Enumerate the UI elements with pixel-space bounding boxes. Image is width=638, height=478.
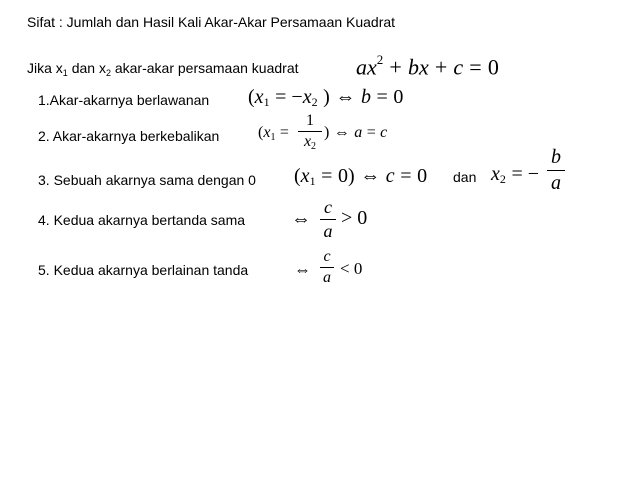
equals: = <box>376 86 388 108</box>
equals-minus: = − <box>275 86 303 108</box>
eq-c: c <box>453 54 464 80</box>
equals: = <box>321 165 333 187</box>
iff-icon: ⇔ <box>335 86 356 108</box>
x1: x <box>300 165 310 187</box>
item-2-formula-right <box>324 124 387 142</box>
item-1-formula <box>248 86 403 110</box>
eq-zero: 0 <box>487 54 499 80</box>
iff-icon: ⇔ <box>333 124 350 141</box>
zero: 0 <box>393 86 404 108</box>
fraction-bar <box>320 267 334 268</box>
var-c: c <box>385 165 395 187</box>
fraction-denominator: a <box>551 172 561 194</box>
item-5-label: 5. Kedua akarnya berlainan tanda <box>38 262 249 278</box>
zero: 0 <box>337 165 348 187</box>
var-c: c <box>380 124 388 141</box>
equals: = <box>400 165 412 187</box>
x1: x <box>254 86 264 108</box>
x1-sub: 1 <box>263 95 270 109</box>
iff-icon: ⇔ <box>360 165 381 187</box>
fraction-denominator <box>298 133 322 152</box>
fraction-bar <box>547 170 565 171</box>
x2-sub: 2 <box>499 172 506 186</box>
x2: x <box>302 86 312 108</box>
item-2-formula-left <box>258 124 289 143</box>
eq-plus2: + <box>434 54 448 80</box>
x1-sub: 1 <box>270 132 276 143</box>
page-title: Sifat : Jumlah dan Hasil Kali Akar-Akar Persamaan Kuadrat <box>27 14 396 30</box>
item-2-label: 2. Akar-akarnya berkebalikan <box>38 128 220 144</box>
item-3-dan: dan <box>453 169 477 185</box>
item-5-relation: < 0 <box>340 259 363 278</box>
eq-equals: = <box>469 54 482 80</box>
var-a: a <box>354 124 363 141</box>
equals: = <box>279 124 289 141</box>
eq-ax: ax <box>356 54 377 80</box>
equals-minus: = − <box>511 163 540 185</box>
fraction-denominator: a <box>323 221 333 241</box>
item-3-formula <box>294 165 427 189</box>
eq-exp: 2 <box>376 52 384 67</box>
paren-close: ) <box>324 124 330 141</box>
intro-dan: dan x <box>67 60 106 76</box>
fraction-numerator: 1 <box>306 112 314 129</box>
den-x: x <box>303 133 312 150</box>
intro-x1-sub: 1 <box>62 68 68 78</box>
den-sub: 2 <box>311 141 317 152</box>
intro-x2-sub: 2 <box>105 68 111 78</box>
equals: = <box>366 124 376 141</box>
eq-bx: bx <box>407 54 429 80</box>
fraction-bar <box>298 131 322 132</box>
fraction-numerator: b <box>551 146 561 168</box>
iff-icon: ⇔ <box>294 260 311 279</box>
paren-open: ( <box>258 124 264 141</box>
item-4-fraction <box>320 197 336 242</box>
fraction-denominator: a <box>323 269 331 286</box>
fraction-numerator: c <box>324 197 332 217</box>
intro-rest: akar-akar persamaan kuadrat <box>110 60 299 76</box>
paren-open: ( <box>294 165 301 187</box>
zero: 0 <box>417 165 428 187</box>
item-3-label: 3. Sebuah akarnya sama dengan 0 <box>38 172 256 188</box>
item-4-relation: > 0 <box>341 207 368 229</box>
x1-sub: 1 <box>309 174 316 188</box>
x1: x <box>263 124 271 141</box>
var-b: b <box>360 86 371 108</box>
quadratic-equation <box>356 54 499 80</box>
item-5-fraction <box>320 248 334 287</box>
x2-sub: 2 <box>311 95 318 109</box>
x2: x <box>491 163 500 185</box>
item-3-fraction <box>547 146 565 195</box>
item-2-fraction <box>298 112 322 152</box>
item-1-label: 1.Akar-akarnya berlawanan <box>38 92 210 108</box>
paren-open: ( <box>248 86 255 108</box>
paren-close: ) <box>347 165 355 187</box>
fraction-bar <box>320 219 336 220</box>
intro-text <box>27 60 299 78</box>
iff-icon: ⇔ <box>291 208 311 230</box>
fraction-numerator: c <box>323 248 331 265</box>
item-4-label: 4. Kedua akarnya bertanda sama <box>38 212 246 228</box>
intro-jika: Jika x <box>27 60 63 76</box>
item-3-x2-formula <box>491 163 539 187</box>
eq-plus1: + <box>389 54 402 80</box>
paren-close: ) <box>323 86 330 108</box>
